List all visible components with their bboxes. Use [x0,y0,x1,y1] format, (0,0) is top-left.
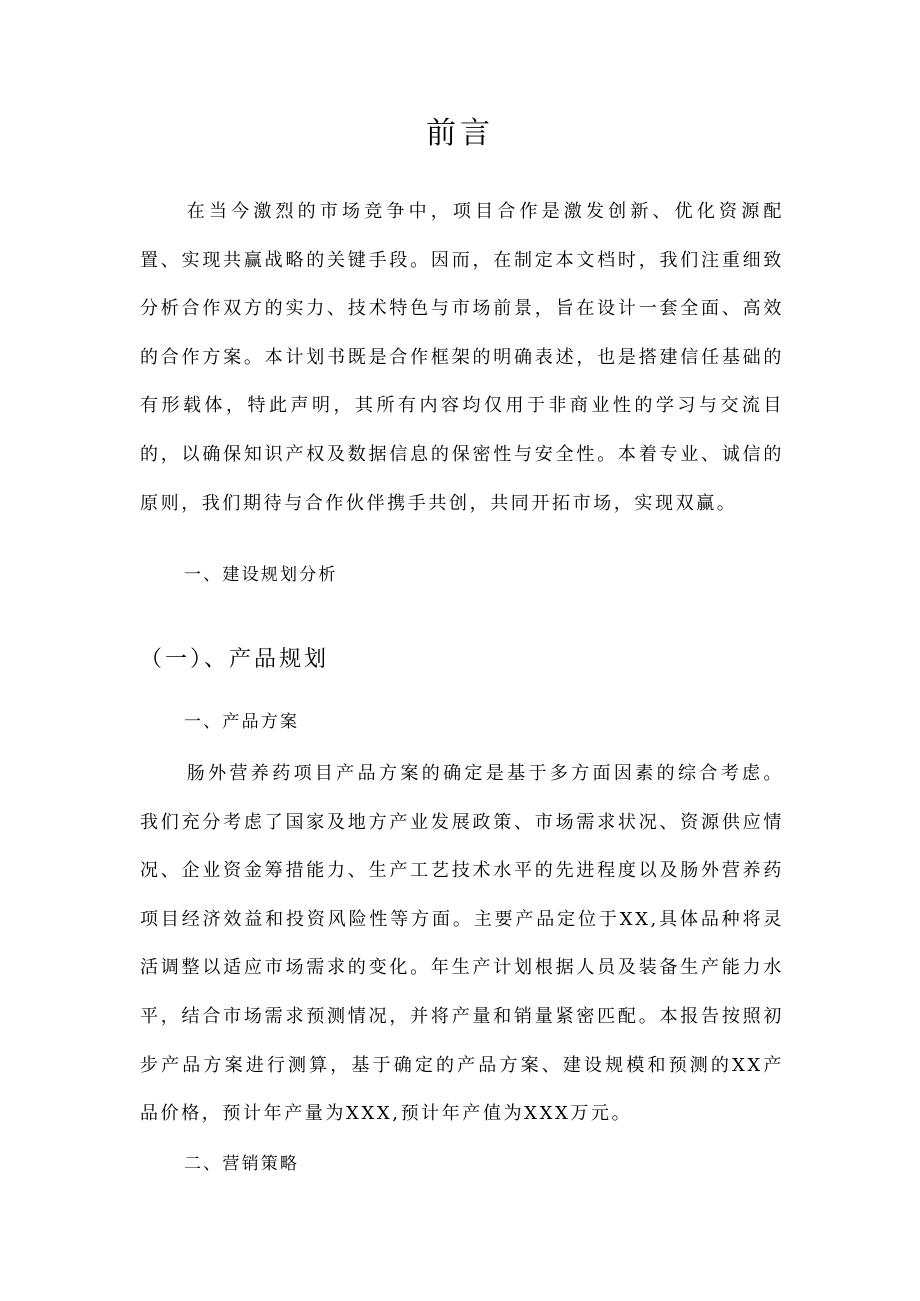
heading-product-scheme: 一、产品方案 [184,712,300,732]
heading-marketing-strategy: 二、营销策略 [184,1154,300,1174]
heading-product-planning: （一）、产品规划 [140,647,330,672]
product-scheme-paragraph: 肠外营养药项目产品方案的确定是基于多方面因素的综合考虑。我们充分考虑了国家及地方产业发展政策、市场需求状况、资源供应情况、企业资金筹措能力、生产工艺技术水平的先进程度以及肠外营养药项目经济效益和投资风险性等方面。主要产品定位于XX,具体品种将灵活调整以适应市场需求的变化。年生产计划根据人员及装备生产能力水平，结合市场需求预测情况，并将产量和销量紧密匹配。本报告按照初步产品方案进行测算，基于确定的产品方案、建设规模和预测的XX产品价格，预计年产量为XXX,预计年产值为XXX万元。 [140,763,784,1125]
heading-construction-planning: 一、建设规划分析 [184,565,338,585]
intro-paragraph: 在当今激烈的市场竞争中，项目合作是激发创新、优化资源配置、实现共赢战略的关键手段。因而，在制定本文档时，我们注重细致分析合作双方的实力、技术特色与市场前景，旨在设计一套全面、高效的合作方案。本计划书既是合作框架的明确表述，也是搭建信任基础的有形载体，特此声明，其所有内容均仅用于非商业性的学习与交流目的，以确保知识产权及数据信息的保密性与安全性。本着专业、诚信的原则，我们期待与合作伙伴携手共创，共同开拓市场，实现双赢。 [140,201,784,514]
page-title: 前言 [426,116,494,151]
